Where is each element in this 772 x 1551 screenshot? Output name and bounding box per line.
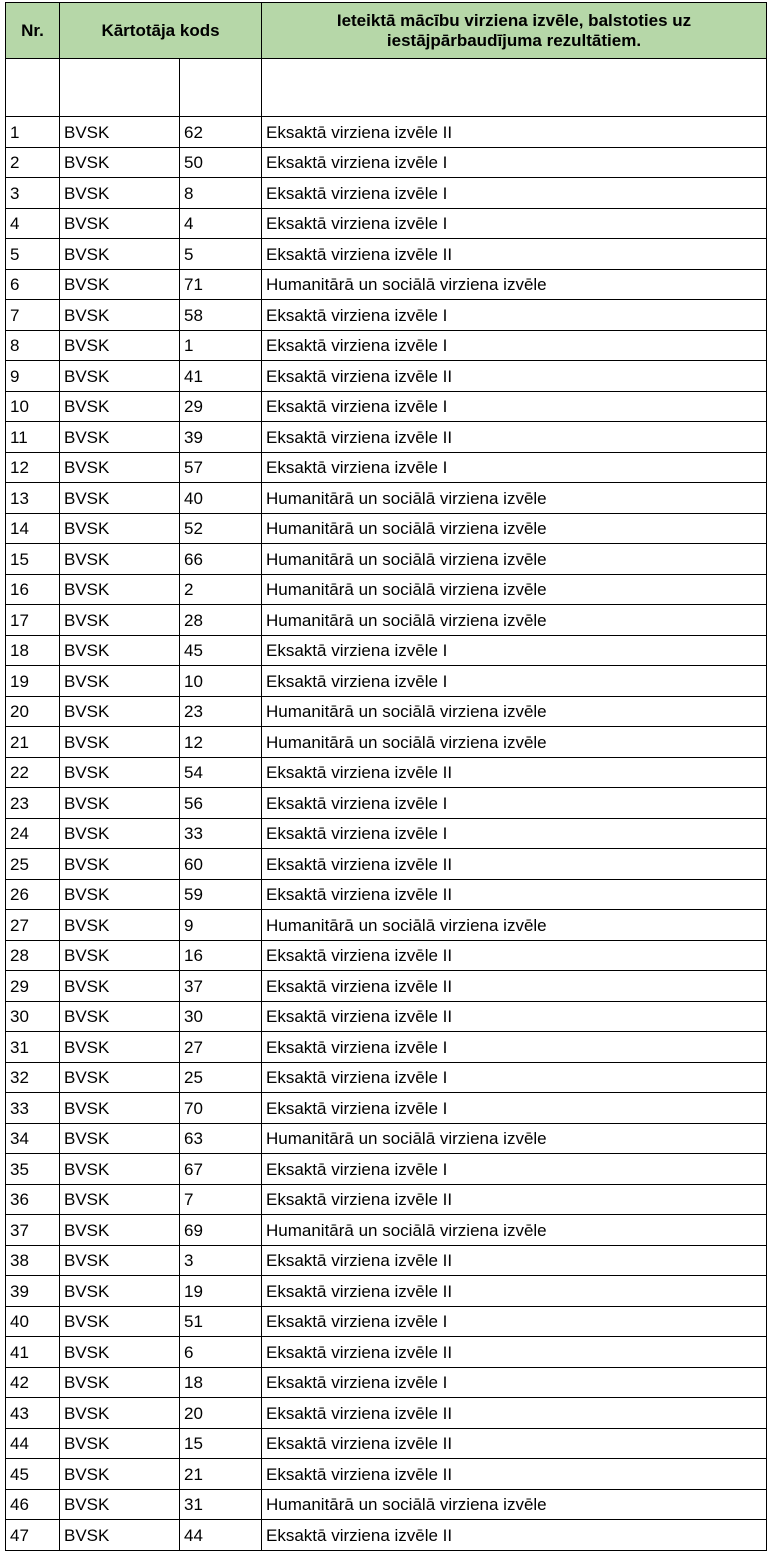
table-row (6, 330, 767, 361)
cell-direction[interactable]: Eksaktā virziena izvēle I (262, 300, 767, 331)
cell-nr[interactable]: 9 (6, 361, 60, 392)
table-row (6, 971, 767, 1002)
cell-direction[interactable]: Eksaktā virziena izvēle I (262, 1154, 767, 1185)
table-row (6, 849, 767, 880)
cell-nr[interactable]: 19 (6, 666, 60, 697)
cell-direction[interactable]: Eksaktā virziena izvēle I (262, 1367, 767, 1398)
table-row (6, 1093, 767, 1124)
cell-nr[interactable]: 6 (6, 269, 60, 300)
cell-nr[interactable]: 34 (6, 1123, 60, 1154)
table-cell[interactable] (262, 59, 767, 117)
cell-code[interactable]: BVSK (60, 1367, 180, 1398)
cell-number[interactable]: 67 (180, 1154, 262, 1185)
cell-direction[interactable]: Eksaktā virziena izvēle II (262, 1001, 767, 1032)
cell-direction[interactable]: Eksaktā virziena izvēle II (262, 1184, 767, 1215)
cell-direction[interactable]: Eksaktā virziena izvēle I (262, 788, 767, 819)
cell-code[interactable]: BVSK (60, 208, 180, 239)
results-table (5, 2, 767, 1551)
cell-nr[interactable]: 35 (6, 1154, 60, 1185)
table-row (6, 1154, 767, 1185)
cell-direction[interactable]: Humanitārā un sociālā virziena izvēle (262, 605, 767, 636)
cell-number[interactable]: 52 (180, 513, 262, 544)
table-header (6, 3, 767, 59)
cell-number[interactable]: 4 (180, 208, 262, 239)
table-row (6, 1245, 767, 1276)
cell-nr[interactable]: 32 (6, 1062, 60, 1093)
table-row (6, 117, 767, 148)
table-row (6, 1337, 767, 1368)
cell-direction[interactable]: Eksaktā virziena izvēle II (262, 239, 767, 270)
cell-code[interactable]: BVSK (60, 483, 180, 514)
cell-code[interactable]: BVSK (60, 1276, 180, 1307)
cell-nr[interactable]: 10 (6, 391, 60, 422)
table-cell[interactable] (6, 59, 60, 117)
table-row (6, 605, 767, 636)
table-row (6, 910, 767, 941)
cell-code[interactable]: BVSK (60, 605, 180, 636)
cell-number[interactable]: 70 (180, 1093, 262, 1124)
cell-number[interactable]: 59 (180, 879, 262, 910)
cell-number[interactable]: 21 (180, 1459, 262, 1490)
table-body (6, 59, 767, 1551)
cell-code[interactable]: BVSK (60, 971, 180, 1002)
cell-direction[interactable]: Humanitārā un sociālā virziena izvēle (262, 483, 767, 514)
cell-direction[interactable]: Eksaktā virziena izvēle I (262, 635, 767, 666)
cell-code[interactable]: BVSK (60, 788, 180, 819)
cell-number[interactable]: 58 (180, 300, 262, 331)
cell-code[interactable]: BVSK (60, 1001, 180, 1032)
cell-nr[interactable]: 17 (6, 605, 60, 636)
table-row (6, 1489, 767, 1520)
table-row (6, 391, 767, 422)
cell-code[interactable]: BVSK (60, 1337, 180, 1368)
table-row (6, 178, 767, 209)
cell-code[interactable]: BVSK (60, 1123, 180, 1154)
table-row (6, 361, 767, 392)
cell-number[interactable]: 63 (180, 1123, 262, 1154)
cell-direction[interactable]: Eksaktā virziena izvēle II (262, 971, 767, 1002)
cell-direction[interactable]: Eksaktā virziena izvēle I (262, 178, 767, 209)
cell-code[interactable]: BVSK (60, 239, 180, 270)
cell-code[interactable]: BVSK (60, 1062, 180, 1093)
cell-nr[interactable]: 29 (6, 971, 60, 1002)
table-row (6, 788, 767, 819)
cell-number[interactable]: 16 (180, 940, 262, 971)
table-row (6, 300, 767, 331)
table-row (6, 1459, 767, 1490)
results-sheet (5, 2, 766, 1551)
cell-direction[interactable]: Eksaktā virziena izvēle I (262, 147, 767, 178)
cell-code[interactable]: BVSK (60, 422, 180, 453)
table-row (6, 666, 767, 697)
cell-code[interactable]: BVSK (60, 1032, 180, 1063)
cell-code[interactable]: BVSK (60, 635, 180, 666)
cell-nr[interactable]: 37 (6, 1215, 60, 1246)
cell-code[interactable]: BVSK (60, 330, 180, 361)
cell-direction[interactable]: Eksaktā virziena izvēle I (262, 391, 767, 422)
table-row (6, 239, 767, 270)
cell-nr[interactable]: 22 (6, 757, 60, 788)
header-direction[interactable]: Ieteiktā mācību virziena izvēle, balstoties uz iestājpārbaudījuma rezultātiem. (262, 3, 767, 59)
cell-number[interactable]: 3 (180, 1245, 262, 1276)
cell-number[interactable]: 30 (180, 1001, 262, 1032)
cell-code[interactable]: BVSK (60, 300, 180, 331)
cell-nr[interactable]: 14 (6, 513, 60, 544)
table-row (6, 1276, 767, 1307)
cell-number[interactable]: 33 (180, 818, 262, 849)
cell-nr[interactable]: 2 (6, 147, 60, 178)
cell-code[interactable]: BVSK (60, 544, 180, 575)
cell-direction[interactable]: Humanitārā un sociālā virziena izvēle (262, 727, 767, 758)
cell-nr[interactable]: 12 (6, 452, 60, 483)
cell-direction[interactable]: Eksaktā virziena izvēle I (262, 1032, 767, 1063)
cell-direction[interactable]: Eksaktā virziena izvēle II (262, 849, 767, 880)
cell-direction[interactable]: Eksaktā virziena izvēle I (262, 818, 767, 849)
cell-code[interactable]: BVSK (60, 666, 180, 697)
cell-direction[interactable]: Eksaktā virziena izvēle I (262, 666, 767, 697)
cell-code[interactable]: BVSK (60, 1459, 180, 1490)
table-row (6, 422, 767, 453)
cell-code[interactable]: BVSK (60, 1184, 180, 1215)
cell-number[interactable]: 44 (180, 1520, 262, 1551)
cell-code[interactable]: BVSK (60, 1093, 180, 1124)
cell-number[interactable]: 57 (180, 452, 262, 483)
cell-number[interactable]: 18 (180, 1367, 262, 1398)
table-row (6, 147, 767, 178)
cell-number[interactable]: 41 (180, 361, 262, 392)
cell-code[interactable]: BVSK (60, 696, 180, 727)
table-row (6, 574, 767, 605)
table-cell[interactable] (60, 59, 180, 117)
cell-number[interactable]: 45 (180, 635, 262, 666)
cell-nr[interactable]: 44 (6, 1428, 60, 1459)
cell-code[interactable]: BVSK (60, 849, 180, 880)
table-row (6, 208, 767, 239)
cell-number[interactable]: 56 (180, 788, 262, 819)
cell-number[interactable]: 28 (180, 605, 262, 636)
table-row (6, 1032, 767, 1063)
cell-nr[interactable]: 23 (6, 788, 60, 819)
cell-nr[interactable]: 25 (6, 849, 60, 880)
cell-number[interactable]: 40 (180, 483, 262, 514)
cell-code[interactable]: BVSK (60, 117, 180, 148)
cell-direction[interactable]: Humanitārā un sociālā virziena izvēle (262, 1215, 767, 1246)
table-row (6, 513, 767, 544)
cell-nr[interactable]: 30 (6, 1001, 60, 1032)
table-row (6, 483, 767, 514)
cell-code[interactable]: BVSK (60, 452, 180, 483)
table-row (6, 1062, 767, 1093)
cell-number[interactable]: 6 (180, 1337, 262, 1368)
cell-nr[interactable]: 27 (6, 910, 60, 941)
cell-number[interactable]: 66 (180, 544, 262, 575)
cell-nr[interactable]: 39 (6, 1276, 60, 1307)
cell-direction[interactable]: Eksaktā virziena izvēle I (262, 1306, 767, 1337)
table-row (6, 727, 767, 758)
cell-direction[interactable]: Eksaktā virziena izvēle II (262, 1276, 767, 1307)
cell-number[interactable]: 54 (180, 757, 262, 788)
cell-code[interactable]: BVSK (60, 1520, 180, 1551)
cell-number[interactable]: 7 (180, 1184, 262, 1215)
cell-nr[interactable]: 26 (6, 879, 60, 910)
cell-direction[interactable]: Humanitārā un sociālā virziena izvēle (262, 544, 767, 575)
cell-number[interactable]: 50 (180, 147, 262, 178)
table-row (6, 1398, 767, 1429)
cell-number[interactable]: 31 (180, 1489, 262, 1520)
cell-direction[interactable]: Humanitārā un sociālā virziena izvēle (262, 910, 767, 941)
cell-code[interactable]: BVSK (60, 361, 180, 392)
cell-direction[interactable]: Eksaktā virziena izvēle II (262, 1337, 767, 1368)
cell-direction[interactable]: Eksaktā virziena izvēle I (262, 452, 767, 483)
cell-direction[interactable]: Eksaktā virziena izvēle II (262, 940, 767, 971)
cell-number[interactable]: 39 (180, 422, 262, 453)
cell-code[interactable]: BVSK (60, 757, 180, 788)
cell-code[interactable]: BVSK (60, 1428, 180, 1459)
table-row (6, 1215, 767, 1246)
table-row (6, 1520, 767, 1551)
cell-direction[interactable]: Eksaktā virziena izvēle I (262, 1062, 767, 1093)
table-row (6, 1428, 767, 1459)
cell-nr[interactable]: 38 (6, 1245, 60, 1276)
cell-number[interactable]: 2 (180, 574, 262, 605)
table-row (6, 1367, 767, 1398)
table-row (6, 940, 767, 971)
header-row (6, 3, 767, 59)
cell-direction[interactable]: Eksaktā virziena izvēle II (262, 361, 767, 392)
cell-nr[interactable]: 40 (6, 1306, 60, 1337)
cell-nr[interactable]: 45 (6, 1459, 60, 1490)
cell-nr[interactable]: 43 (6, 1398, 60, 1429)
cell-nr[interactable]: 3 (6, 178, 60, 209)
table-row (6, 1001, 767, 1032)
cell-number[interactable]: 8 (180, 178, 262, 209)
cell-direction[interactable]: Humanitārā un sociālā virziena izvēle (262, 513, 767, 544)
cell-code[interactable]: BVSK (60, 727, 180, 758)
cell-nr[interactable]: 42 (6, 1367, 60, 1398)
cell-number[interactable]: 20 (180, 1398, 262, 1429)
cell-nr[interactable]: 15 (6, 544, 60, 575)
cell-number[interactable]: 25 (180, 1062, 262, 1093)
cell-code[interactable]: BVSK (60, 178, 180, 209)
table-row (6, 696, 767, 727)
cell-code[interactable]: BVSK (60, 269, 180, 300)
cell-nr[interactable]: 7 (6, 300, 60, 331)
table-row (6, 1123, 767, 1154)
cell-nr[interactable]: 36 (6, 1184, 60, 1215)
header-nr[interactable]: Nr. (6, 3, 60, 59)
cell-nr[interactable]: 41 (6, 1337, 60, 1368)
cell-nr[interactable]: 18 (6, 635, 60, 666)
cell-direction[interactable]: Eksaktā virziena izvēle II (262, 1520, 767, 1551)
cell-nr[interactable]: 11 (6, 422, 60, 453)
table-row (6, 452, 767, 483)
table-row (6, 757, 767, 788)
cell-code[interactable]: BVSK (60, 1489, 180, 1520)
cell-number[interactable]: 1 (180, 330, 262, 361)
cell-code[interactable]: BVSK (60, 879, 180, 910)
empty-row (6, 59, 767, 117)
cell-code[interactable]: BVSK (60, 574, 180, 605)
cell-nr[interactable]: 8 (6, 330, 60, 361)
cell-direction[interactable]: Eksaktā virziena izvēle II (262, 422, 767, 453)
cell-code[interactable]: BVSK (60, 1306, 180, 1337)
cell-nr[interactable]: 1 (6, 117, 60, 148)
cell-direction[interactable]: Humanitārā un sociālā virziena izvēle (262, 1489, 767, 1520)
table-cell[interactable] (180, 59, 262, 117)
cell-nr[interactable]: 47 (6, 1520, 60, 1551)
cell-number[interactable]: 60 (180, 849, 262, 880)
cell-number[interactable]: 10 (180, 666, 262, 697)
cell-direction[interactable]: Eksaktā virziena izvēle II (262, 879, 767, 910)
cell-direction[interactable]: Eksaktā virziena izvēle II (262, 117, 767, 148)
cell-direction[interactable]: Eksaktā virziena izvēle II (262, 1245, 767, 1276)
table-row (6, 269, 767, 300)
header-code[interactable]: Kārtotāja kods (60, 3, 262, 59)
cell-direction[interactable]: Humanitārā un sociālā virziena izvēle (262, 269, 767, 300)
cell-nr[interactable]: 21 (6, 727, 60, 758)
cell-nr[interactable]: 24 (6, 818, 60, 849)
cell-number[interactable]: 9 (180, 910, 262, 941)
cell-direction[interactable]: Eksaktā virziena izvēle I (262, 330, 767, 361)
cell-code[interactable]: BVSK (60, 1154, 180, 1185)
cell-nr[interactable]: 4 (6, 208, 60, 239)
table-row (6, 635, 767, 666)
cell-direction[interactable]: Eksaktā virziena izvēle II (262, 1398, 767, 1429)
cell-nr[interactable]: 16 (6, 574, 60, 605)
cell-direction[interactable]: Humanitārā un sociālā virziena izvēle (262, 1123, 767, 1154)
cell-code[interactable]: BVSK (60, 391, 180, 422)
cell-code[interactable]: BVSK (60, 1398, 180, 1429)
cell-nr[interactable]: 46 (6, 1489, 60, 1520)
cell-direction[interactable]: Eksaktā virziena izvēle I (262, 1093, 767, 1124)
cell-number[interactable]: 5 (180, 239, 262, 270)
cell-nr[interactable]: 13 (6, 483, 60, 514)
cell-direction[interactable]: Humanitārā un sociālā virziena izvēle (262, 696, 767, 727)
cell-code[interactable]: BVSK (60, 818, 180, 849)
cell-number[interactable]: 27 (180, 1032, 262, 1063)
cell-code[interactable]: BVSK (60, 1245, 180, 1276)
cell-code[interactable]: BVSK (60, 513, 180, 544)
cell-direction[interactable]: Eksaktā virziena izvēle II (262, 757, 767, 788)
cell-code[interactable]: BVSK (60, 147, 180, 178)
cell-number[interactable]: 37 (180, 971, 262, 1002)
cell-number[interactable]: 23 (180, 696, 262, 727)
cell-direction[interactable]: Eksaktā virziena izvēle I (262, 208, 767, 239)
cell-number[interactable]: 71 (180, 269, 262, 300)
cell-code[interactable]: BVSK (60, 1215, 180, 1246)
cell-direction[interactable]: Eksaktā virziena izvēle II (262, 1459, 767, 1490)
cell-code[interactable]: BVSK (60, 940, 180, 971)
cell-nr[interactable]: 31 (6, 1032, 60, 1063)
cell-nr[interactable]: 28 (6, 940, 60, 971)
table-row (6, 544, 767, 575)
cell-direction[interactable]: Humanitārā un sociālā virziena izvēle (262, 574, 767, 605)
table-row (6, 818, 767, 849)
cell-number[interactable]: 19 (180, 1276, 262, 1307)
table-row (6, 1184, 767, 1215)
cell-direction[interactable]: Eksaktā virziena izvēle II (262, 1428, 767, 1459)
cell-number[interactable]: 29 (180, 391, 262, 422)
cell-number[interactable]: 69 (180, 1215, 262, 1246)
cell-number[interactable]: 15 (180, 1428, 262, 1459)
cell-number[interactable]: 51 (180, 1306, 262, 1337)
cell-code[interactable]: BVSK (60, 910, 180, 941)
cell-number[interactable]: 62 (180, 117, 262, 148)
cell-number[interactable]: 12 (180, 727, 262, 758)
table-row (6, 1306, 767, 1337)
table-row (6, 879, 767, 910)
cell-nr[interactable]: 33 (6, 1093, 60, 1124)
cell-nr[interactable]: 20 (6, 696, 60, 727)
cell-nr[interactable]: 5 (6, 239, 60, 270)
